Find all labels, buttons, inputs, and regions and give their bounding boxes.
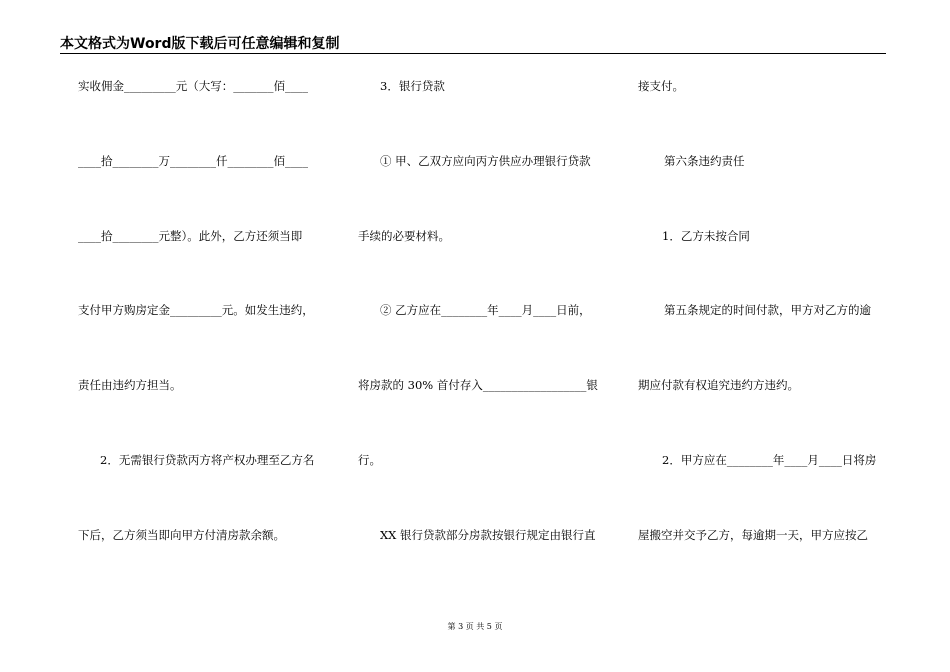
text-line: 行。 — [358, 453, 381, 467]
text-line: 第六条违约责任 — [664, 154, 745, 168]
text-line: 2．无需银行贷款丙方将产权办理至乙方名 — [100, 453, 315, 467]
text-line: 1．乙方未按合同 — [662, 229, 750, 243]
text-line: 3．银行贷款 — [380, 79, 445, 93]
text-line: ____拾________元整）。此外，乙方还须当即 — [78, 229, 303, 243]
document-header: 本文格式为Word版下载后可任意编辑和复制 — [60, 36, 340, 52]
text-line: 手续的必要材料。 — [358, 229, 450, 243]
text-line: 将房款的 30% 首付存入__________________银 — [358, 378, 598, 392]
text-column-3 — [638, 0, 888, 672]
text-line: ① 甲、乙双方应向丙方供应办理银行贷款 — [380, 154, 591, 168]
text-line: 期应付款有权追究违约方违约。 — [638, 378, 799, 392]
text-line: 2．甲方应在________年____月____日将房 — [662, 453, 877, 467]
text-line: 接支付。 — [638, 79, 684, 93]
text-line: 屋搬空并交予乙方，每逾期一天，甲方应按乙 — [638, 528, 868, 542]
text-line: 责任由违约方担当。 — [78, 378, 182, 392]
page-number: 第 3 页 共 5 页 — [447, 622, 503, 631]
text-line: ____拾________万________仟________佰____ — [78, 154, 308, 168]
text-line: ② 乙方应在________年____月____日前， — [380, 303, 591, 317]
text-line: 下后，乙方须当即向甲方付清房款余额。 — [78, 528, 285, 542]
text-column-1 — [78, 0, 348, 672]
text-line: XX 银行贷款部分房款按银行规定由银行直 — [380, 528, 596, 542]
text-line: 第五条规定的时间付款，甲方对乙方的逾 — [664, 303, 871, 317]
text-line: 支付甲方购房定金_________元。如发生违约， — [78, 303, 314, 317]
text-column-2 — [358, 0, 623, 672]
text-line: 实收佣金_________元（大写：_______佰____ — [78, 79, 308, 93]
